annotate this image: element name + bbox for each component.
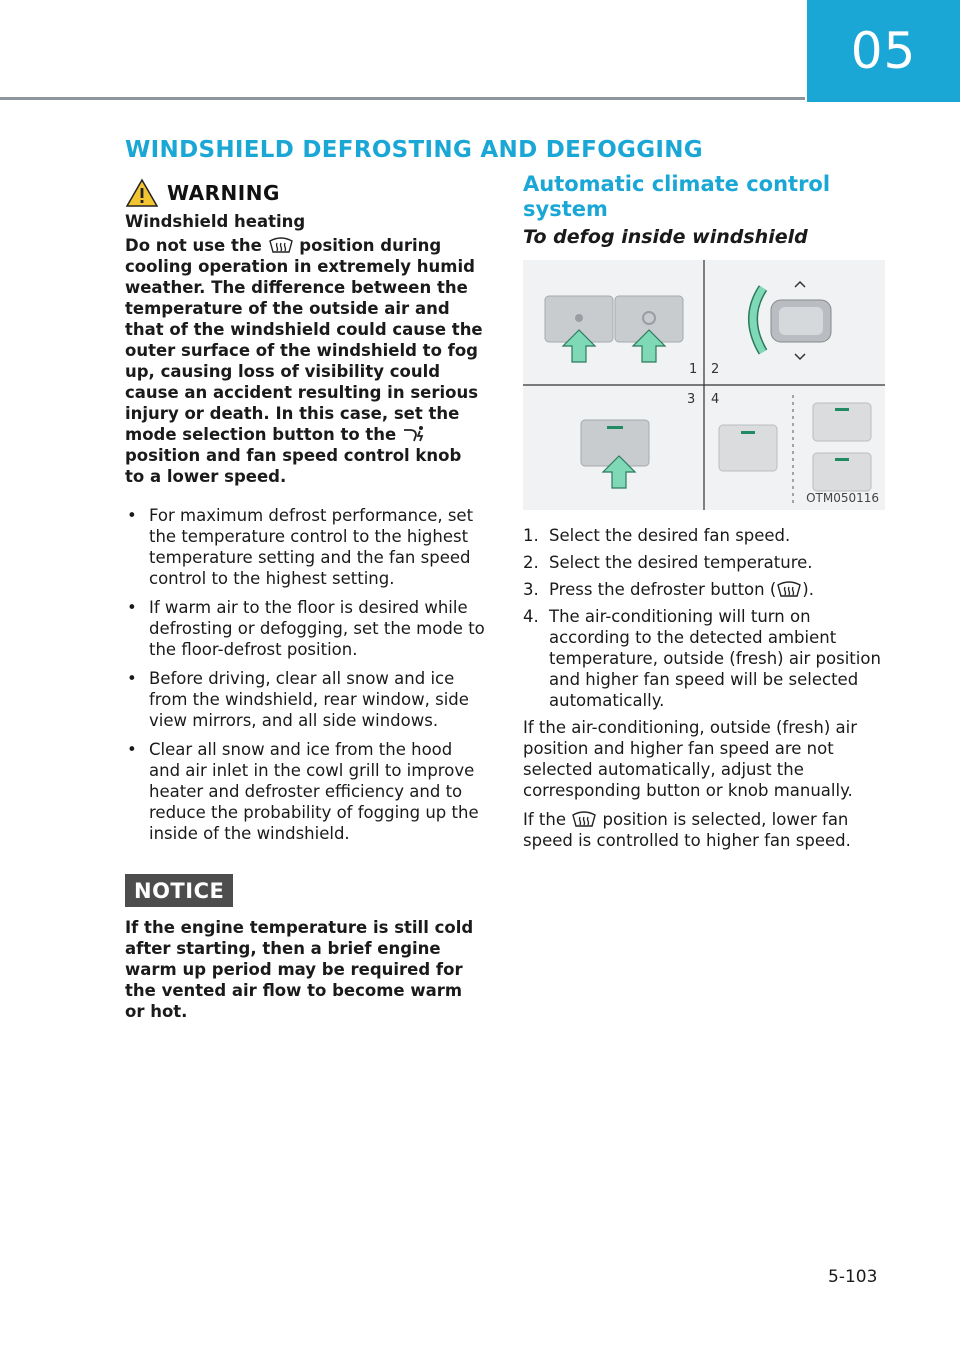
climate-control-figure xyxy=(523,260,885,510)
list-item: • If warm air to the floor is desired while defrosting or defogging, set the mode to the floor-defrost position. xyxy=(127,598,485,659)
bullet-mark: • xyxy=(127,740,137,759)
warning-header xyxy=(125,176,485,210)
list-item: 4. The air-conditioning will turn on according to the detected ambient temperature, outside (fresh) air position and higher fan speed will be selected automatically. xyxy=(523,607,881,710)
warning-text: Do not use the position during cooling operation in extremely humid weather. The difference between the temperature of the outside air and that of the windshield could cause the outer surface of the windshield to fog up, causing loss of visibility could cause an accident resulting in serious injury or death. In this case, set the mode selection button to the position and fan speed control knob to a lower speed. xyxy=(125,236,483,486)
figure-label-2: 2 xyxy=(711,362,720,377)
subsection-title: Automatic climate control system xyxy=(523,172,831,221)
subsection-subtitle: To defog inside windshield xyxy=(523,226,808,248)
list-item: • Before driving, clear all snow and ice from the windshield, rear window, side view mirrors, and all side windows. xyxy=(127,669,469,730)
list-item: 1. Select the desired fan speed. xyxy=(523,526,791,545)
notice-text: If the engine temperature is still cold after starting, then a brief engine warm up period may be required for the vented air flow to become warm or hot. xyxy=(125,918,474,1021)
paragraph-manual-adjust: If the air-conditioning, outside (fresh) air position and higher fan speed are not selected automatically, adjust the corresponding button or knob manually. xyxy=(523,718,858,800)
figure-label-1: 1 xyxy=(689,362,698,377)
list-item: 3. Press the defroster button ( ). xyxy=(523,580,814,599)
warning-label: WARNING xyxy=(167,181,280,205)
steps-list xyxy=(523,525,885,711)
bullet-mark: • xyxy=(127,506,137,525)
header-rule xyxy=(0,97,805,100)
page-number: 5-103 xyxy=(828,1267,878,1287)
right-column xyxy=(523,172,885,859)
tips-list xyxy=(125,505,485,844)
warning-triangle-icon xyxy=(125,178,159,208)
warning-subtitle: Windshield heating xyxy=(125,212,306,231)
notice-label: NOTICE xyxy=(125,874,233,907)
figure-label-3: 3 xyxy=(687,392,696,407)
left-column xyxy=(125,176,485,1022)
defrost-icon xyxy=(776,580,802,597)
defrost-icon xyxy=(268,236,294,253)
bullet-mark: • xyxy=(127,669,137,688)
list-item: • For maximum defrost performance, set the temperature control to the highest temperature setting and the fan speed control to the highest setting. xyxy=(127,506,474,588)
paragraph-defrost-position: If the position is selected, lower fan speed is controlled to higher fan speed. xyxy=(523,810,851,850)
climate-control-illustration xyxy=(523,260,885,510)
figure-caption: OTM050116 xyxy=(806,491,879,505)
section-title: WINDSHIELD DEFROSTING AND DEFOGGING xyxy=(125,137,703,163)
list-item: 2. Select the desired temperature. xyxy=(523,553,813,572)
defrost-icon xyxy=(571,810,597,827)
figure-label-4: 4 xyxy=(711,392,720,407)
floor-defrost-mode-icon xyxy=(402,425,428,442)
list-item: • Clear all snow and ice from the hood and air inlet in the cowl grill to improve heater and defroster efficiency and to reduce the probability of fogging up the inside of the windshield. xyxy=(127,740,479,843)
bullet-mark: • xyxy=(127,598,137,617)
chapter-tab: 05 xyxy=(807,0,960,102)
